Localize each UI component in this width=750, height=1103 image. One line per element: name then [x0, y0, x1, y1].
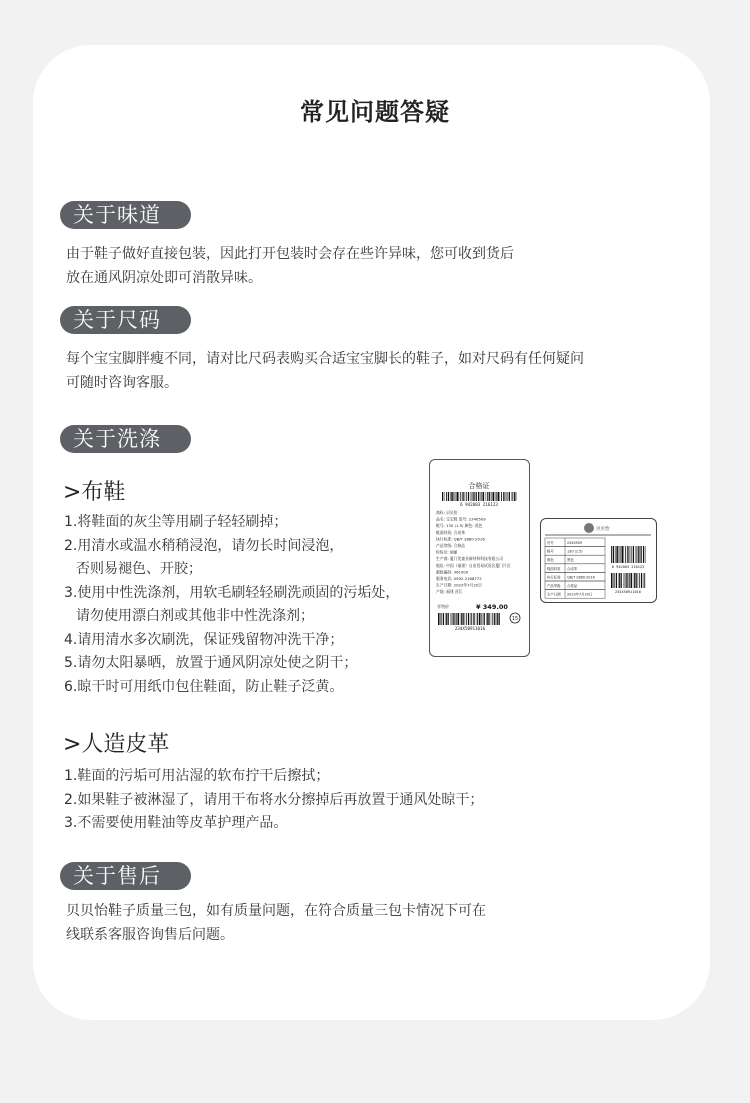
- barcode-bar: [635, 573, 636, 588]
- product-tag-graphic: [541, 519, 655, 601]
- list-item: 6.晾干时可用纸巾包住鞋面，防止鞋子泛黄。: [64, 678, 344, 695]
- size-line: 每个宝宝脚胖瘦不同，请对比尺码表购买合适宝宝脚长的鞋子，如对尺码有任何疑问: [66, 351, 584, 367]
- tag-line: 生产日期: 2023年7月20日: [436, 582, 482, 588]
- barcode-bar: [452, 613, 453, 625]
- barcode-bar: [492, 492, 493, 501]
- barcode-bar: [492, 613, 493, 625]
- smell-line: 放在通风阴凉处即可消散异味。: [66, 270, 262, 286]
- barcode-bar: [497, 613, 498, 625]
- barcode-bar: [477, 613, 478, 625]
- tag-title: 合格证: [468, 482, 490, 490]
- barcode-bar: [468, 492, 469, 501]
- tag-cell: 生产日期: [547, 592, 561, 597]
- barcode-bar: [625, 573, 626, 588]
- barcode-bar: [453, 613, 454, 625]
- barcode-small-top: [611, 546, 646, 563]
- aftersale-line: 线联系客服咨询售后问题。: [66, 927, 234, 943]
- barcode-bar: [644, 573, 645, 588]
- barcode-bar: [461, 613, 462, 625]
- barcode-bar: [487, 613, 488, 625]
- tag-line: 地址: 中国（福建）自由贸易试验区厦门片区: [436, 562, 511, 568]
- barcode-bar: [456, 613, 457, 625]
- barcode-small-bottom-number: 234X50911016: [615, 590, 641, 594]
- barcode-bar: [622, 546, 623, 563]
- product-tag-image: [540, 518, 657, 603]
- barcode-bar: [441, 613, 442, 625]
- list-item: 2.用清水或温水稍稍浸泡，请勿长时间浸泡，: [64, 537, 344, 554]
- barcode-bar: [460, 492, 461, 501]
- cloth-care-list: [64, 511, 424, 699]
- barcode-bar: [476, 492, 477, 501]
- barcode-top: [442, 492, 516, 501]
- barcode-bar: [494, 613, 495, 625]
- tag-line: 品名: 宝宝鞋 货号: 2340509: [436, 516, 486, 522]
- tag-cell: 颜色: [547, 558, 554, 563]
- tag-line: 执行标准: QB/T 2880-2016: [436, 536, 485, 542]
- barcode-bar: [448, 613, 449, 625]
- barcode-bar: [472, 492, 473, 501]
- price-label: 零售价: [437, 604, 449, 609]
- section-heading-smell: 关于味道: [60, 201, 191, 229]
- barcode-bar: [466, 492, 467, 501]
- barcode-bar: [501, 492, 502, 501]
- barcode-bar: [452, 492, 453, 501]
- barcode-bar: [484, 613, 485, 625]
- tag-cell: 2023年7月20日: [567, 592, 593, 597]
- tag-cell: 产品等级: [547, 584, 561, 588]
- barcode-bar: [481, 492, 482, 501]
- barcode-bar: [478, 492, 479, 501]
- barcode-bar: [462, 613, 463, 625]
- tag-row: [545, 555, 605, 564]
- barcode-bar: [621, 573, 622, 588]
- barcode-bar: [483, 492, 484, 501]
- aftersale-line: 贝贝怡鞋子质量三包，如有质量问题，在符合质量三包卡情况下可在: [66, 903, 486, 919]
- tag-table: [545, 538, 605, 598]
- barcode-bar: [625, 546, 626, 563]
- barcode-bar: [621, 546, 622, 563]
- barcode-bar: [611, 573, 612, 588]
- barcode-bar: [613, 546, 614, 563]
- list-item: 3.不需要使用鞋油等皮革护理产品。: [64, 815, 288, 831]
- barcode-bar: [641, 573, 642, 588]
- tag-cell: 130 (1.5): [567, 549, 583, 554]
- barcode-small-bottom: [611, 573, 645, 588]
- barcode-bar: [503, 492, 504, 501]
- barcode-bar: [458, 613, 459, 625]
- tag-line: 生产商: 厦门优童业新材料科技有限公司: [436, 556, 504, 562]
- leather-care-list: [64, 765, 584, 836]
- subheading-cloth: >布鞋: [63, 480, 126, 505]
- barcode-bar: [446, 492, 447, 501]
- barcode-bar: [633, 546, 634, 563]
- barcode-bar: [488, 613, 489, 625]
- barcode-small-top-number: 6 942003 216123: [611, 565, 645, 569]
- tag-cell: 合成革: [567, 566, 578, 571]
- barcode-bar: [637, 546, 638, 563]
- tag-cell: 鞋面材质: [547, 566, 561, 571]
- barcode-bottom: [438, 613, 500, 625]
- barcode-bar: [466, 613, 467, 625]
- barcode-bar: [641, 546, 642, 563]
- list-item: 3.使用中性洗涤剂，用软毛刷轻轻刷洗顽固的污垢处，: [64, 584, 400, 601]
- tag-cell: 鞋号: [547, 549, 554, 554]
- smell-line: 由于鞋子做好直接包装，因此打开包装时会存在些许异味，您可收到货后: [66, 246, 514, 262]
- barcode-bar: [509, 492, 510, 501]
- barcode-bar: [616, 546, 617, 563]
- barcode-bar: [643, 546, 644, 563]
- barcode-bar: [446, 613, 447, 625]
- section-heading-wash: 关于洗涤: [60, 425, 191, 453]
- barcode-bar: [468, 613, 469, 625]
- size-text: [66, 347, 666, 395]
- tag-lines: [436, 510, 511, 594]
- barcode-bar: [473, 613, 474, 625]
- list-item: 1.鞋面的污垢可用沾湿的软布拧干后擦拭；: [64, 768, 330, 784]
- tag-line: 邮政编码: 361000: [436, 569, 469, 575]
- barcode-bar: [629, 573, 630, 588]
- barcode-bar: [442, 492, 443, 501]
- barcode-bar: [631, 546, 632, 563]
- barcode-bar: [512, 492, 513, 501]
- tag-cell: 执行标准: [547, 575, 561, 580]
- list-item: 5.请勿太阳暴晒，放置于通风阴凉处使之阴干；: [64, 655, 358, 671]
- tag-line: 检验员: 丽丽: [436, 549, 458, 555]
- certificate-tag-graphic: [430, 460, 528, 655]
- subheading-leather: >人造皮革: [63, 732, 170, 757]
- barcode-bar: [489, 492, 490, 501]
- tag-brand: 贝贝怡: [596, 527, 610, 532]
- barcode-bar: [638, 546, 639, 563]
- tag-cell: 2340509: [567, 541, 583, 545]
- tag-line: 商标: 贝贝怡: [436, 510, 458, 515]
- tag-line: 鞋面材质: 合成革: [436, 529, 466, 535]
- size-line: 可随时咨询客服。: [66, 375, 178, 391]
- barcode-bar: [514, 492, 515, 501]
- barcode-bar: [498, 492, 499, 501]
- barcode-bar: [611, 546, 612, 563]
- barcode-bar: [493, 492, 494, 501]
- tag-cell: 黑色: [567, 558, 574, 563]
- page-title: 常见问题答疑: [300, 98, 450, 126]
- barcode-bar: [627, 546, 628, 563]
- barcode-bar: [617, 546, 618, 563]
- barcode-bar: [456, 492, 457, 501]
- tag-cell: 合格品: [567, 584, 578, 588]
- barcode-bar: [448, 492, 449, 501]
- barcode-bar: [499, 613, 500, 625]
- list-item: 2.如果鞋子被淋湿了，请用干布将水分擦掉后再放置于通风处晾干；: [64, 791, 484, 808]
- size-circle-text: 15: [511, 616, 519, 622]
- smell-text: [66, 242, 666, 290]
- tag-cell: 货号: [547, 541, 554, 545]
- barcode-bar: [473, 492, 474, 501]
- tag-line: 鞋号: 130 (1.5) 颜色: 黑色: [436, 523, 483, 529]
- barcode-bar: [487, 492, 488, 501]
- barcode-bar: [479, 613, 480, 625]
- barcode-bar: [438, 613, 439, 625]
- list-item: 请勿使用漂白剂或其他非中性洗涤剂；: [76, 608, 314, 624]
- tag-cell: QB/T 2880-2016: [567, 575, 595, 580]
- barcode-bar: [631, 573, 632, 588]
- aftersale-text: [66, 899, 666, 947]
- barcode-bar: [471, 613, 472, 625]
- barcode-bar: [639, 573, 640, 588]
- section-heading-aftersale: 关于售后: [60, 862, 191, 890]
- tag-line: 服务电话: 0592-2168772: [436, 576, 482, 581]
- barcode-bar: [616, 573, 617, 588]
- list-item: 否则易褪色、开胶；: [76, 561, 202, 577]
- barcode-bottom-number: 234X50911016: [454, 626, 486, 631]
- barcode-bar: [619, 573, 620, 588]
- barcode-bar: [507, 492, 508, 501]
- barcode-bar: [457, 492, 458, 501]
- barcode-bar: [462, 492, 463, 501]
- list-item: 1.将鞋面的灰尘等用刷子轻轻刷掉；: [64, 514, 288, 530]
- price-value: ¥ 349.00: [476, 603, 508, 611]
- barcode-bar: [496, 492, 497, 501]
- barcode-bar: [614, 573, 615, 588]
- barcode-bar: [634, 573, 635, 588]
- tag-line: 产品等级: 合格品: [436, 543, 466, 548]
- section-heading-size: 关于尺码: [60, 306, 191, 334]
- barcode-bar: [626, 573, 627, 588]
- certificate-tag-image: [429, 459, 530, 657]
- barcode-bar: [451, 492, 452, 501]
- list-item: 4.请用清水多次刷洗，保证残留物冲洗干净；: [64, 631, 344, 648]
- barcode-bar: [443, 613, 444, 625]
- tag-line: 产地: 福建 晋江: [436, 589, 463, 595]
- barcode-bar: [482, 613, 483, 625]
- barcode-top-number: 6 942003 216123: [460, 502, 498, 507]
- brand-logo-icon: [584, 523, 594, 533]
